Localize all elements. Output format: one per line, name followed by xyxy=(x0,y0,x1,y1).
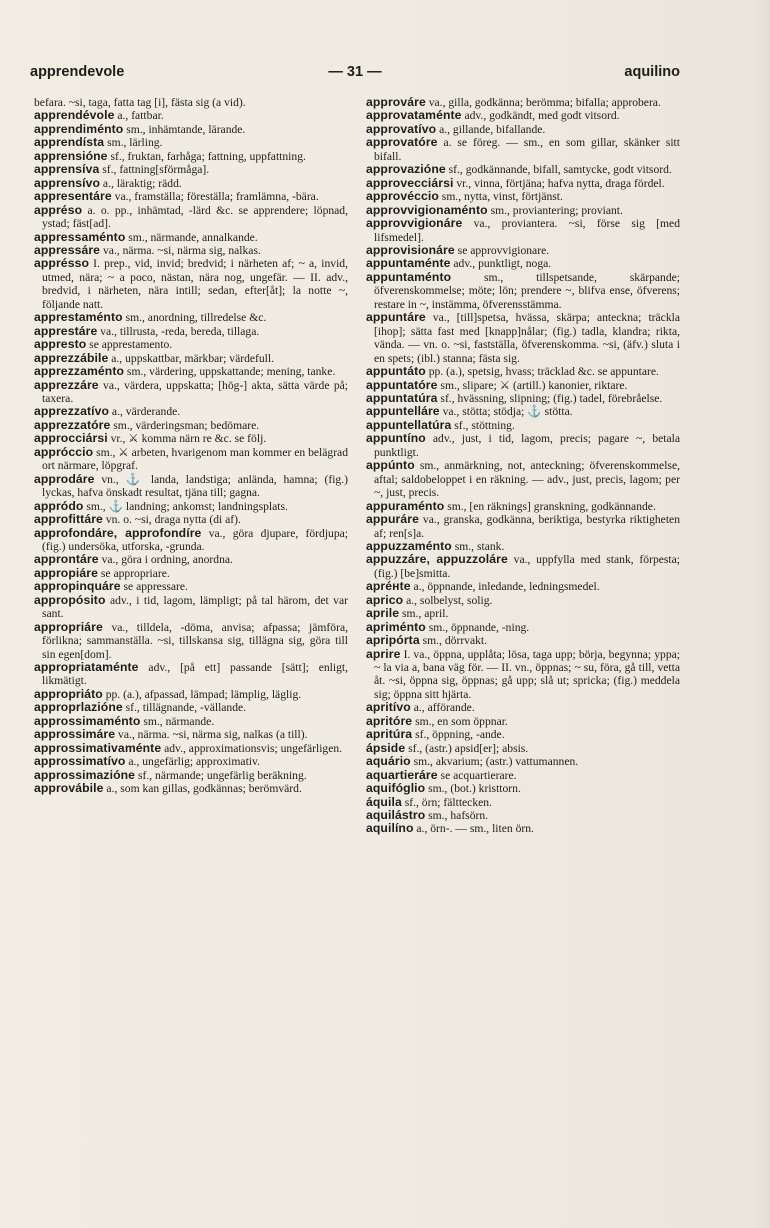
entry-definition: sm., dörrvakt. xyxy=(419,634,488,648)
entry-headword: áquila xyxy=(366,794,402,809)
entry-headword: approvéccio xyxy=(366,189,439,204)
dictionary-entry xyxy=(366,136,680,163)
entry-definition: sm., ⚓ landning; ankomst; landningsplats. xyxy=(83,499,288,513)
entry-definition: sm., öppnande, -ning. xyxy=(425,620,530,634)
entry-definition: sm., närmande, annalkande. xyxy=(125,230,258,244)
entry-headword: aquilástro xyxy=(366,808,426,823)
entry-headword: aquartieráre xyxy=(366,767,438,782)
dictionary-entry xyxy=(366,271,680,311)
entry-headword: approvatívo xyxy=(366,121,437,136)
entry-definition: sf., öppning, -ande. xyxy=(412,728,505,742)
entry-definition: sm., slipare; ⚔ (artill.) kanonier, riktare. xyxy=(437,378,628,392)
dictionary-entry xyxy=(366,540,680,553)
entry-headword: apprestáre xyxy=(34,323,98,338)
entry-headword: approvisionáre xyxy=(366,242,455,257)
dictionary-entry xyxy=(34,419,348,432)
dictionary-entry xyxy=(366,392,680,405)
header-first-word: apprendevole xyxy=(30,64,125,80)
entry-headword: approcciársi xyxy=(34,431,108,446)
entry-headword: approváre xyxy=(366,95,426,109)
entry-definition: sm., anmärkning, not, anteckning; öfverenskommelse, aftal; saldobeloppet i en räkning. — adv., just, precis, lagom; per ~, just, precis. xyxy=(374,459,680,500)
entry-definition: adv., i tid, lagom, lämpligt; på tal härom, det var sant. xyxy=(42,593,348,621)
entry-definition: a., örn-. — sm., liten örn. xyxy=(413,822,534,836)
entry-headword: approfittáre xyxy=(34,512,103,527)
entry-headword: apréнte xyxy=(366,579,411,594)
dictionary-entry xyxy=(366,822,680,835)
entry-definition: va., [till]spetsa, hvässa, skärpa; anteckna; träckla [ihop]; sätta fast med [knapp]nålar; (fig.) tadla, klandra; rikta, vända. — vn. o. ~si, fastställa, öfverenskomma. ~si, (äfv.) sluta i en spets; (ibl.) stanna; fästa sig. xyxy=(374,311,680,365)
dictionary-entry xyxy=(34,553,348,566)
entry-definition: sm., tillspetsande, skärpande; öfverenskommelse; möte; lön; prendere ~, blifva ense, öfverens; restare in ~, instämma, öfverensstämma. xyxy=(374,270,680,311)
entry-definition: sm., akvarium; (astr.) vattumannen. xyxy=(410,755,579,769)
dictionary-entry xyxy=(366,217,680,244)
dictionary-entry xyxy=(34,594,348,621)
entry-definition: sf., (astr.) apsid[er]; absis. xyxy=(405,741,529,755)
entry-definition: vn. o. ~si, draga nytta (di af). xyxy=(102,513,241,527)
entry-headword: aquário xyxy=(366,754,411,769)
entry-definition: va., göra i ordning, anordna. xyxy=(98,553,233,567)
dictionary-entry xyxy=(366,163,680,176)
entry-definition: a., solbelyst, solig. xyxy=(403,593,493,607)
entry-headword: apprendísta xyxy=(34,135,105,150)
dictionary-entry xyxy=(34,701,348,714)
entry-headword: appúnto xyxy=(366,458,415,473)
entry-definition: I. va., öppna, upplåta; lösa, taga upp; börja, begynna; yppa; ~ la via a, bana väg för. — II. vn., öppnas; ~ su, föra, gå till, vetta åt. ~si, öppna sig, öppnas; gå upp; slå ut; spricka; (fig.) meddela sig; öppna sitt hjärta. xyxy=(374,647,680,701)
entry-definition: a. se föreg. — sm., en som gillar, skänker sitt bifall. xyxy=(374,136,680,163)
entry-definition: pp. (a.), afpassad, lämpad; lämplig, läglig. xyxy=(102,687,302,701)
entry-headword: approvvigionaménto xyxy=(366,202,488,217)
entry-headword: appresentáre xyxy=(34,189,112,204)
dictionary-entry xyxy=(366,365,680,378)
entry-headword: appropósito xyxy=(34,592,106,607)
dictionary-entry xyxy=(34,177,348,190)
entry-definition: se appressare. xyxy=(120,580,188,594)
entry-definition: vn., ⚓ landa, landstiga; anlända, hamna; (fig.) lyckas, hafva önskadt resultat, tjäna till; gagna. xyxy=(42,472,348,500)
entry-definition: sm., (bot.) kristtorn. xyxy=(425,782,521,796)
entry-headword: appródo xyxy=(34,498,84,513)
entry-headword: appuntáto xyxy=(366,364,426,379)
entry-definition: sm., stank. xyxy=(451,539,505,553)
dictionary-entry xyxy=(366,728,680,741)
entry-definition: I. prep., vid, invid; bredvid; i närheten af; ~ a, invid, utmed, nära; ~ a poco, nästan, nära nog, ungefär. — II. adv., bredvid, i närheten, nära intill; sedan, efter[åt]; la notte ~, följande natt. xyxy=(42,257,348,311)
dictionary-entry xyxy=(34,311,348,324)
entry-definition: adv., just, i tid, lagom, precis; pagare ~, betala punktligt. xyxy=(374,432,680,459)
entry-definition: adv., punktligt, noga. xyxy=(450,257,552,271)
entry-headword: apprendévole xyxy=(34,108,115,123)
dictionary-entry xyxy=(34,352,348,365)
entry-definition: a., värderande. xyxy=(109,405,181,419)
entry-headword: appuntaménto xyxy=(366,269,452,284)
dictionary-entry xyxy=(34,96,348,109)
dictionary-entry xyxy=(366,715,680,728)
entry-definition: a., som kan gillas, godkännas; berömvärd. xyxy=(103,782,302,796)
entry-definition: sm., inhämtande, lärande. xyxy=(123,122,246,136)
entry-definition: a., gillande, bifallande. xyxy=(436,122,546,136)
dictionary-entry xyxy=(34,379,348,406)
dictionary-entry xyxy=(34,782,348,795)
dictionary-entry xyxy=(366,782,680,795)
dictionary-entry xyxy=(366,580,680,593)
entry-headword: approprlazióne xyxy=(34,700,123,715)
entry-headword: apritóre xyxy=(366,713,413,728)
entry-definition: sf., hvässning, slipning; (fig.) tadel, förebråelse. xyxy=(437,391,663,405)
entry-definition: sf., tillägnande, -vällande. xyxy=(122,701,247,715)
entry-definition: sm., närmande. xyxy=(140,714,215,728)
entry-headword: apritívo xyxy=(366,700,411,715)
entry-headword: approvataménte xyxy=(366,108,462,123)
entry-headword: appuntellatúra xyxy=(366,417,452,432)
entry-headword: apriménto xyxy=(366,619,426,634)
dictionary-entry xyxy=(366,755,680,768)
entry-definition: sm., värderingsman; bedömare. xyxy=(110,418,260,432)
dictionary-entry xyxy=(366,459,680,499)
entry-definition: va., värdera, uppskatta; [hög-] akta, sätta värde på; taxera. xyxy=(42,378,348,405)
entry-headword: apprezzatívo xyxy=(34,404,110,419)
entry-definition: sf., fattning[sförmåga]. xyxy=(99,163,210,177)
entry-definition: sm., april. xyxy=(399,607,449,621)
entry-definition: sm., lärling. xyxy=(104,136,163,150)
entry-headword: approssimazióne xyxy=(34,767,136,782)
dictionary-entry xyxy=(34,136,348,149)
entry-definition: va., uppfylla med stank, förpesta; (fig.) [be]smitta. xyxy=(374,553,680,580)
dictionary-entry xyxy=(34,257,348,311)
entry-definition: a., ungefärlig; approximativ. xyxy=(125,755,260,769)
dictionary-entry xyxy=(366,513,680,540)
dictionary-entry xyxy=(366,190,680,203)
dictionary-entry xyxy=(366,809,680,822)
entry-headword: approfondáre, approfondíre xyxy=(34,525,202,540)
entry-definition: a., fattbar. xyxy=(114,109,164,123)
dictionary-entry xyxy=(366,379,680,392)
dictionary-entry xyxy=(366,244,680,257)
entry-headword: approssimativaménte xyxy=(34,740,162,755)
dictionary-entry xyxy=(34,728,348,741)
dictionary-entry xyxy=(366,742,680,755)
dictionary-entry xyxy=(34,513,348,526)
entry-headword: aprire xyxy=(366,646,401,661)
entry-definition: va., närma. ~si, närma sig, nalkas. xyxy=(100,243,261,257)
dictionary-entry xyxy=(366,769,680,782)
dictionary-entry xyxy=(366,648,680,702)
entry-headword: apprensióne xyxy=(34,148,108,163)
dictionary-entry xyxy=(366,634,680,647)
entry-definition: sf., närmande; ungefärlig beräkning. xyxy=(135,768,307,782)
entry-definition: sf., stöttning. xyxy=(451,418,515,432)
entry-headword: apprezzáre xyxy=(34,377,99,392)
entry-headword: approvábile xyxy=(34,781,104,796)
entry-headword: appresto xyxy=(34,337,87,352)
dictionary-entry xyxy=(366,500,680,513)
entry-headword: appuraménto xyxy=(366,498,445,513)
page-number: — 31 — xyxy=(328,64,382,80)
entry-definition: va., granska, godkänna, beriktiga, bestyrka riktigheten af; ren[s]a. xyxy=(374,513,680,540)
entry-definition: va., tilldela, -döma, anvisa; afpassa; jämföra, förlikna; sammanställa. ~si, tillskansa sig, tillägna sig, göra till sin egen[dom]. xyxy=(42,620,348,661)
entry-headword: aquifóglio xyxy=(366,781,426,796)
entry-definition: se approvvigionare. xyxy=(454,243,550,257)
entry-definition: sm., hafsörn. xyxy=(425,809,489,823)
dictionary-entry xyxy=(34,715,348,728)
entry-headword: appropriáto xyxy=(34,686,103,701)
dictionary-entry xyxy=(34,163,348,176)
entry-headword: approvvigionáre xyxy=(366,216,463,231)
entry-headword: apprésso xyxy=(34,256,89,271)
entry-headword: aprile xyxy=(366,606,400,621)
entry-headword: appuntaménte xyxy=(366,256,451,271)
entry-definition: a., uppskattbar, märkbar; värdefull. xyxy=(108,351,275,365)
entry-definition: se apprestamento. xyxy=(86,338,173,352)
entry-definition: se appropriare. xyxy=(98,566,170,580)
dictionary-entry xyxy=(366,796,680,809)
dictionary-entry xyxy=(366,177,680,190)
entry-headword: appuntatóre xyxy=(366,377,438,392)
dictionary-entry xyxy=(34,190,348,203)
dictionary-entry xyxy=(366,701,680,714)
entry-definition: va., gilla, godkänna; berömma; bifalla; approbera. xyxy=(425,96,661,109)
dictionary-entry xyxy=(366,123,680,136)
dictionary-entry xyxy=(34,244,348,257)
entry-definition: sm., [en räknings] granskning, godkännande. xyxy=(444,499,656,513)
entry-headword: apprezzábile xyxy=(34,350,109,365)
page-edge-shadow xyxy=(756,0,770,1228)
dictionary-entry xyxy=(34,432,348,445)
dictionary-entry xyxy=(34,204,348,231)
dictionary-entry xyxy=(34,446,348,473)
entry-definition: va., framställa; föreställa; framlämna, -bära. xyxy=(111,190,319,204)
entry-headword: aprico xyxy=(366,592,404,607)
dictionary-entry xyxy=(34,150,348,163)
entry-headword: apprezzatóre xyxy=(34,417,111,432)
entry-headword: appróccio xyxy=(34,444,94,459)
dictionary-entry xyxy=(34,325,348,338)
entry-headword: appropinquáre xyxy=(34,579,121,594)
dictionary-entry xyxy=(34,123,348,136)
entry-definition: adv., godkändt, med godt vitsord. xyxy=(461,109,620,123)
entry-headword: appuzzaménto xyxy=(366,538,452,553)
dictionary-entry xyxy=(366,405,680,418)
dictionary-entry xyxy=(34,742,348,755)
entry-headword: appuntíno xyxy=(366,431,426,446)
dictionary-entry xyxy=(366,594,680,607)
entry-headword: appropiáre xyxy=(34,565,98,580)
entry-headword: approssimatívo xyxy=(34,754,126,769)
dictionary-entry xyxy=(34,473,348,500)
entry-headword: appréso xyxy=(34,202,83,217)
entry-definition: a., öppnande, inledande, ledningsmedel. xyxy=(410,580,600,594)
entry-definition: va., tillrusta, -reda, bereda, tillaga. xyxy=(97,324,260,338)
entry-headword: appropriataménte xyxy=(34,660,139,675)
entry-headword: appressáre xyxy=(34,242,101,257)
entry-headword: ápside xyxy=(366,740,406,755)
entry-headword: aquilíno xyxy=(366,821,414,836)
entry-definition: sm., värdering, uppskattande; mening, tanke. xyxy=(124,365,336,379)
entry-headword: approssimaménto xyxy=(34,713,141,728)
entry-headword: approntáre xyxy=(34,552,99,567)
entry-definition: va., stötta; stödja; ⚓ stötta. xyxy=(439,405,573,419)
dictionary-entry xyxy=(34,567,348,580)
entry-definition: va., göra djupare, fördjupa; (fig.) undersöka, utforska, -grunda. xyxy=(42,526,349,553)
dictionary-entry xyxy=(34,231,348,244)
dictionary-entry xyxy=(366,432,680,459)
dictionary-entry xyxy=(34,527,348,554)
entry-headword: appuntatúra xyxy=(366,390,438,405)
entry-definition: va., närma. ~si, närma sig, nalkas (a till). xyxy=(115,728,308,742)
dictionary-entry xyxy=(34,769,348,782)
entry-definition: befara. ~si, taga, fatta tag [i], fästa sig (a vid). xyxy=(34,96,246,109)
entry-headword: appuntáre xyxy=(366,310,426,325)
entry-definition: sf., örn; fälttecken. xyxy=(401,795,492,809)
dictionary-entry xyxy=(34,688,348,701)
dictionary-entry xyxy=(34,109,348,122)
entry-definition: adv., approximationsvis; ungefärligen. xyxy=(161,741,343,755)
entry-headword: appressaménto xyxy=(34,229,126,244)
dictionary-entry xyxy=(366,311,680,365)
dictionary-entry xyxy=(34,338,348,351)
entry-headword: apprensívo xyxy=(34,175,101,190)
entry-definition: se acquartierare. xyxy=(437,768,517,782)
dictionary-entry xyxy=(34,365,348,378)
entry-definition: vr., vinna, förtjäna; hafva nytta, draga fördel. xyxy=(453,176,665,190)
dictionary-entry xyxy=(366,257,680,270)
entry-definition: sf., godkännande, bifall, samtycke, godt vitsord. xyxy=(445,163,672,177)
entry-headword: apprensíva xyxy=(34,162,100,177)
entry-definition: sm., en som öppnar. xyxy=(412,714,508,728)
entry-headword: approvazióne xyxy=(366,162,446,177)
dictionary-entry xyxy=(366,96,680,109)
right-column xyxy=(366,96,680,836)
dictionary-entry xyxy=(34,621,348,661)
dictionary-entry xyxy=(34,755,348,768)
dictionary-entry xyxy=(34,500,348,513)
entry-definition: a. o. pp., inhämtad, -lärd &c. se apprendere; löpnad, ystad; fäst[ad]. xyxy=(42,203,348,231)
entry-headword: approvecciársi xyxy=(366,175,454,190)
dictionary-entry xyxy=(34,661,348,688)
entry-definition: sm., ⚔ arbeten, hvarigenom man kommer en belägrad ort närmare, löpgraf. xyxy=(42,445,348,473)
entry-headword: approssimáre xyxy=(34,727,116,742)
entry-headword: approdáre xyxy=(34,471,95,486)
dictionary-entry xyxy=(366,204,680,217)
entry-definition: va., proviantera. ~si, förse sig [med lifsmedel]. xyxy=(374,217,680,244)
dictionary-entry xyxy=(366,109,680,122)
entry-definition: sf., fruktan, farhåga; fattning, uppfattning. xyxy=(107,149,306,163)
entry-headword: appropriáre xyxy=(34,619,103,634)
page-header xyxy=(30,64,680,86)
entry-definition: sm., anordning, tillredelse &c. xyxy=(122,311,267,325)
dictionary-entry xyxy=(34,405,348,418)
entry-headword: apritúra xyxy=(366,727,413,742)
header-last-word: aquilino xyxy=(624,64,680,80)
entry-definition: a., afförande. xyxy=(410,701,475,715)
entry-definition: a., läraktig; rädd. xyxy=(100,176,182,190)
entry-headword: appuzzáre, appuzzoláre xyxy=(366,552,508,567)
entry-definition: adv., [på ett] passande [sätt]; enligt, likmätigt. xyxy=(42,661,348,688)
dictionary-entry xyxy=(34,580,348,593)
entry-headword: apprezzaménto xyxy=(34,364,125,379)
entry-headword: approvatóre xyxy=(366,135,438,150)
entry-headword: appuráre xyxy=(366,512,419,527)
left-column xyxy=(34,96,348,796)
entry-definition: vr., ⚔ komma närn re &c. se följ. xyxy=(107,432,267,446)
dictionary-entry xyxy=(366,553,680,580)
entry-definition: sm., nytta, vinst, förtjänst. xyxy=(438,190,563,204)
entry-definition: pp. (a.), spetsig, hvass; träcklad &c. se appuntare. xyxy=(425,365,659,379)
entry-headword: appuntelláre xyxy=(366,404,440,419)
entry-headword: apprendiménto xyxy=(34,121,124,136)
dictionary-entry xyxy=(366,621,680,634)
dictionary-entry xyxy=(366,419,680,432)
entry-headword: apripórta xyxy=(366,633,420,648)
entry-headword: apprestaménto xyxy=(34,310,123,325)
entry-definition: sm., proviantering; proviant. xyxy=(487,203,623,217)
dictionary-entry xyxy=(366,607,680,620)
